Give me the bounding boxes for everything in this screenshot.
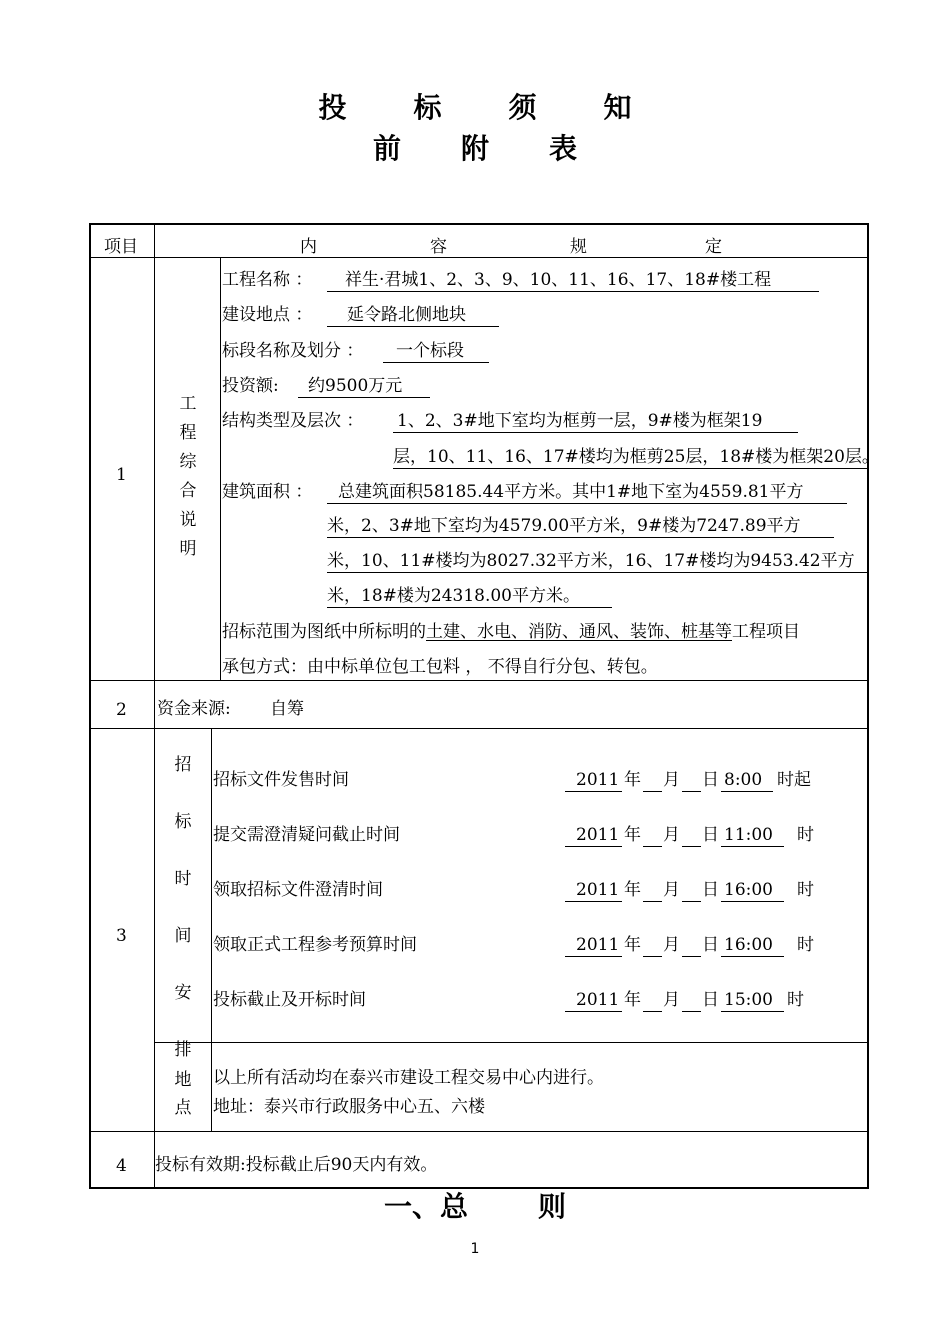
scope-text	[222, 621, 800, 643]
title-char: 投	[318, 91, 347, 124]
underline	[393, 468, 867, 469]
row-number: 4	[116, 1156, 127, 1176]
place-category	[168, 1066, 198, 1122]
grid-line	[220, 258, 221, 680]
scope-suffix: 工程项目	[732, 622, 800, 642]
underline	[643, 956, 662, 957]
schedule-year: 2011	[576, 990, 620, 1010]
year-unit: 年	[624, 935, 641, 955]
schedule-year: 2011	[576, 770, 620, 790]
row3-category	[168, 737, 198, 1079]
category-char: 工	[179, 394, 197, 414]
schedule-suffix: 时起	[777, 770, 811, 790]
validity-text: 投标有效期:投标截止后90天内有效。	[155, 1155, 438, 1175]
underline	[565, 791, 622, 792]
title-char: 须	[508, 91, 537, 124]
page-number: 1	[470, 1241, 480, 1257]
underline	[643, 846, 662, 847]
title-char: 知	[603, 91, 632, 124]
underline	[327, 326, 499, 327]
row-number: 2	[116, 700, 127, 720]
investment-label: 投资额:	[222, 376, 279, 396]
schedule-suffix: 时	[797, 935, 814, 955]
grid-line	[89, 1131, 869, 1132]
underline	[327, 503, 847, 504]
schedule-label: 投标截止及开标时间	[213, 990, 366, 1010]
underline	[682, 791, 701, 792]
row1-category	[173, 390, 203, 564]
grid-line	[89, 728, 869, 729]
underline	[682, 956, 701, 957]
schedule-label: 领取招标文件澄清时间	[213, 880, 383, 900]
category-char: 招	[174, 755, 192, 775]
underline	[565, 956, 622, 957]
grid-line	[89, 680, 869, 681]
section-label: 标段名称及划分 ：	[222, 341, 364, 361]
category-char: 合	[179, 481, 197, 501]
underline	[298, 397, 430, 398]
category-char: 明	[179, 539, 197, 559]
site-value: 延令路北侧地块	[347, 305, 466, 325]
underline	[383, 362, 489, 363]
title-char: 表	[548, 132, 577, 165]
title-char: 附	[460, 132, 489, 165]
category-char: 程	[179, 423, 197, 443]
month-unit: 月	[663, 990, 680, 1010]
month-unit: 月	[663, 825, 680, 845]
project-name-value: 祥生·君城1、2、3、9、10、11、16、17、18#楼工程	[345, 270, 772, 290]
header-char: 定	[705, 237, 722, 257]
project-name-label: 工程名称 ：	[222, 270, 313, 290]
category-char: 排	[174, 1040, 192, 1060]
underline	[643, 901, 662, 902]
underline	[721, 956, 784, 957]
underline	[565, 901, 622, 902]
header-char: 内	[300, 237, 317, 257]
category-char: 间	[174, 926, 192, 946]
grid-line	[154, 1042, 869, 1043]
category-char: 标	[174, 812, 192, 832]
underline	[721, 1011, 784, 1012]
header-item: 项目	[104, 237, 138, 257]
underline	[643, 791, 662, 792]
underline	[565, 846, 622, 847]
month-unit: 月	[663, 880, 680, 900]
underline	[721, 846, 784, 847]
row-number: 3	[116, 926, 127, 946]
schedule-label: 招标文件发售时间	[213, 770, 349, 790]
schedule-time: 11:00	[724, 825, 773, 845]
structure-line: 层，10、11、16、17#楼均为框剪25层，18#楼为框架20层。	[393, 447, 879, 467]
category-char: 地	[174, 1070, 192, 1090]
underline	[682, 901, 701, 902]
row-number: 1	[116, 465, 127, 485]
category-char: 时	[174, 869, 192, 889]
schedule-time: 16:00	[724, 935, 773, 955]
section-title-part: 则	[538, 1190, 567, 1223]
area-line: 总建筑面积58185.44平方米。其中1#地下室为4559.81平方	[338, 482, 804, 502]
underline	[643, 1011, 662, 1012]
underline	[327, 537, 834, 538]
next-section-title	[0, 1190, 950, 1224]
category-char: 综	[179, 452, 197, 472]
category-char: 安	[174, 983, 192, 1003]
underline	[721, 901, 784, 902]
title-char: 前	[372, 132, 401, 165]
schedule-time: 15:00	[724, 990, 773, 1010]
area-line: 米，2、3#地下室均为4579.00平方米，9#楼为7247.89平方	[327, 516, 801, 536]
schedule-suffix: 时	[797, 880, 814, 900]
schedule-label: 领取正式工程参考预算时间	[213, 935, 417, 955]
funding-label: 资金来源:	[157, 699, 231, 719]
schedule-time: 8:00	[724, 770, 763, 790]
schedule-time: 16:00	[724, 880, 773, 900]
investment-value: 约9500万元	[308, 376, 403, 396]
underline	[393, 432, 798, 433]
contract-text: 承包方式：由中标单位包工包料 ， 不得自行分包、转包。	[222, 657, 658, 677]
scope-items: 土建、水电、消防、通风、装饰、桩基等	[426, 622, 732, 642]
underline	[721, 791, 773, 792]
schedule-suffix: 时	[797, 825, 814, 845]
year-unit: 年	[624, 770, 641, 790]
year-unit: 年	[624, 825, 641, 845]
section-title-part: 一、总	[383, 1190, 468, 1223]
doc-title-line2	[0, 133, 950, 165]
underline	[327, 607, 612, 608]
site-label: 建设地点 ：	[222, 305, 313, 325]
underline	[682, 846, 701, 847]
day-unit: 日	[702, 770, 719, 790]
day-unit: 日	[702, 880, 719, 900]
underline	[327, 572, 867, 573]
header-char: 容	[430, 237, 447, 257]
header-char: 规	[570, 237, 587, 257]
day-unit: 日	[702, 935, 719, 955]
day-unit: 日	[702, 825, 719, 845]
area-line: 米，18#楼为24318.00平方米。	[327, 586, 580, 606]
month-unit: 月	[663, 935, 680, 955]
title-char: 标	[413, 91, 442, 124]
schedule-year: 2011	[576, 825, 620, 845]
funding-value: 自筹	[270, 699, 304, 719]
place-line: 以上所有活动均在泰兴市建设工程交易中心内进行。	[213, 1068, 604, 1088]
year-unit: 年	[624, 880, 641, 900]
schedule-label: 提交需澄清疑问截止时间	[213, 825, 400, 845]
doc-title-line1	[0, 92, 950, 124]
section-value: 一个标段	[396, 341, 464, 361]
underline	[327, 291, 819, 292]
schedule-year: 2011	[576, 880, 620, 900]
grid-line	[211, 729, 212, 1131]
header-content	[300, 236, 722, 258]
underline	[682, 1011, 701, 1012]
schedule-suffix: 时	[787, 990, 804, 1010]
grid-line	[154, 225, 155, 1188]
category-char: 说	[179, 510, 197, 530]
schedule-year: 2011	[576, 935, 620, 955]
underline	[565, 1011, 622, 1012]
day-unit: 日	[702, 990, 719, 1010]
scope-prefix: 招标范围为图纸中所标明的	[222, 622, 426, 642]
address-line: 地址：泰兴市行政服务中心五、六楼	[213, 1097, 485, 1117]
structure-line: 1、2、3#地下室均为框剪一层，9#楼为框架19	[397, 411, 763, 431]
area-line: 米，10、11#楼均为8027.32平方米，16、17#楼均为9453.42平方	[327, 551, 855, 571]
structure-label: 结构类型及层次 ：	[222, 411, 364, 431]
area-label: 建筑面积 ：	[222, 482, 313, 502]
month-unit: 月	[663, 770, 680, 790]
category-char: 点	[174, 1098, 192, 1118]
year-unit: 年	[624, 990, 641, 1010]
